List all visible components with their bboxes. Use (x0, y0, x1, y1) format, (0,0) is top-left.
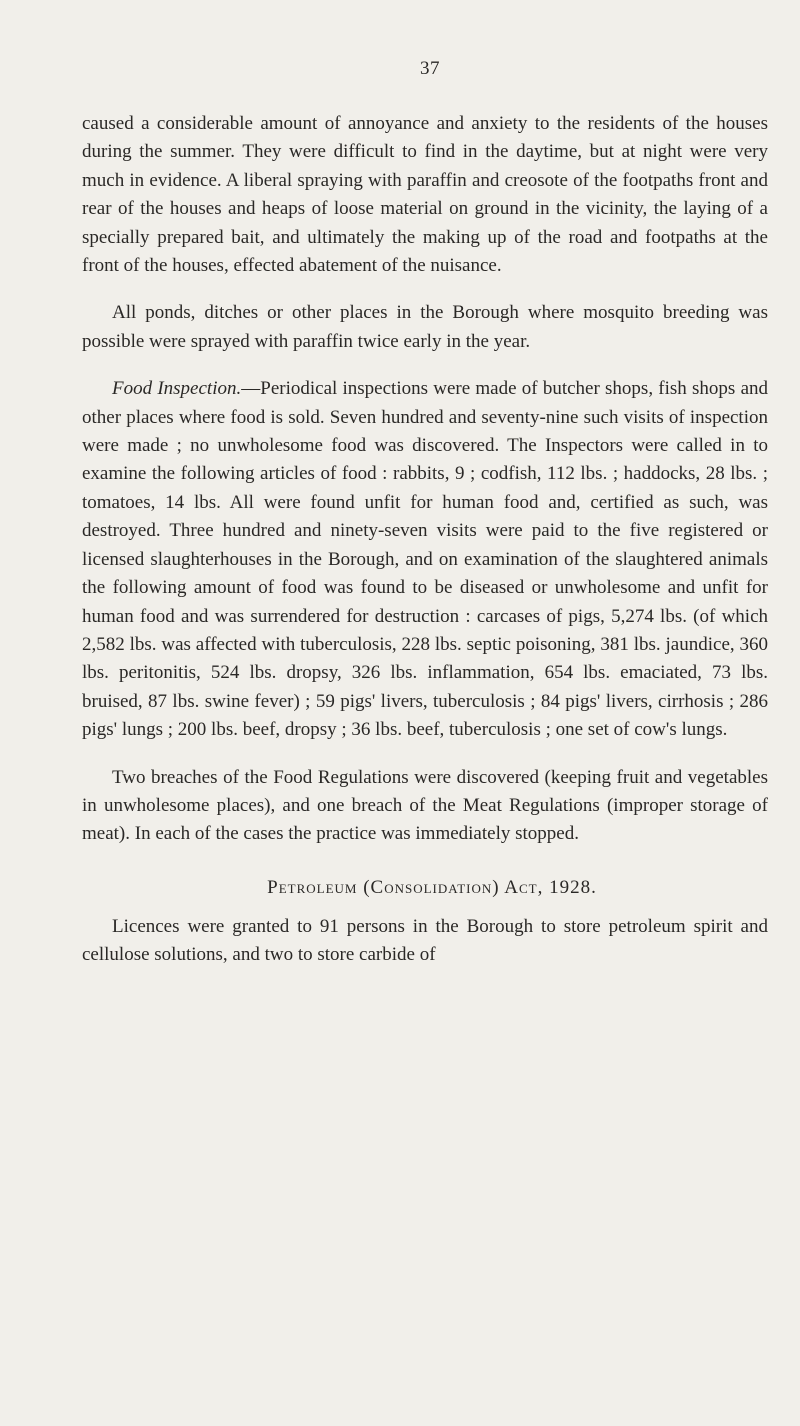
paragraph-mosquito-spraying: All ponds, ditches or other places in the Borough where mosquito breeding was possible were sprayed with paraffin twice early in the year. (82, 302, 768, 352)
paragraph-nuisance-abatement: caused a considerable amount of annoyance and anxiety to the residents of the houses during the summer. They were difficult to find in the daytime, but at night were very much in evidence. A liberal spraying with paraffin and creosote of the footpaths front and rear of the houses and heaps of loose material on ground in the vicinity, the laying of a specially prepared bait, and ultimately the making up of the road and footpaths at the front of the houses, effected abatement of the nuisance. (82, 113, 768, 277)
food-inspection-heading: Food Inspection. (112, 378, 242, 400)
paragraph-food-regulations: Two breaches of the Food Regulations were discovered (keeping fruit and vegetables in unwholesome places), and one breach of the Meat Regulations (improper storage of meat). In each of the cases the practice was immediately stopped. (82, 766, 768, 845)
food-inspection-body: —Periodical inspections were made of butcher shops, fish shops and other places where food is sold. Seven hundred and seventy-nine such visits of inspection were made ; no unwholesome food was discovered. The Inspectors were called in to examine the following articles of food : rabbits, 9 ; codfish, 112 lbs. ; haddocks, 28 lbs. ; tomatoes, 14 lbs. All were found unfit for human food and, certified as such, was destroyed. Three hundred and ninety-seven visits were paid to the five registered or licensed slaughterhouses in the Borough, and on examination of the slaughtered animals the following amount of food was found to be diseased or unwholesome and unfit for human food and was surrendered for destruction : carcases of pigs, 5,274 lbs. (of which 2,582 lbs. was affected with tuberculosis, 228 lbs. septic poisoning, 381 lbs. jaundice, 360 lbs. peritonitis, 524 lbs. dropsy, 326 lbs. inflammation, 654 lbs. emaciated, 73 lbs. bruised, 87 lbs. swine fever) ; 59 pigs' livers, tuberculosis ; 84 pigs' livers, cirrhosis ; 286 pigs' lungs ; 200 lbs. beef, dropsy ; 36 lbs. beef, tuberculosis ; one set of cow's lungs. (82, 378, 768, 741)
page-number: 37 (420, 58, 440, 79)
section-heading-petroleum-act: Petroleum (Consolidation) Act, 1928. (267, 876, 597, 898)
paragraph-food-inspection (82, 375, 768, 744)
paragraph-petroleum-licences: Licences were granted to 91 persons in the Borough to store petroleum spirit and cellulose solutions, and two to store carbide of (82, 915, 768, 966)
